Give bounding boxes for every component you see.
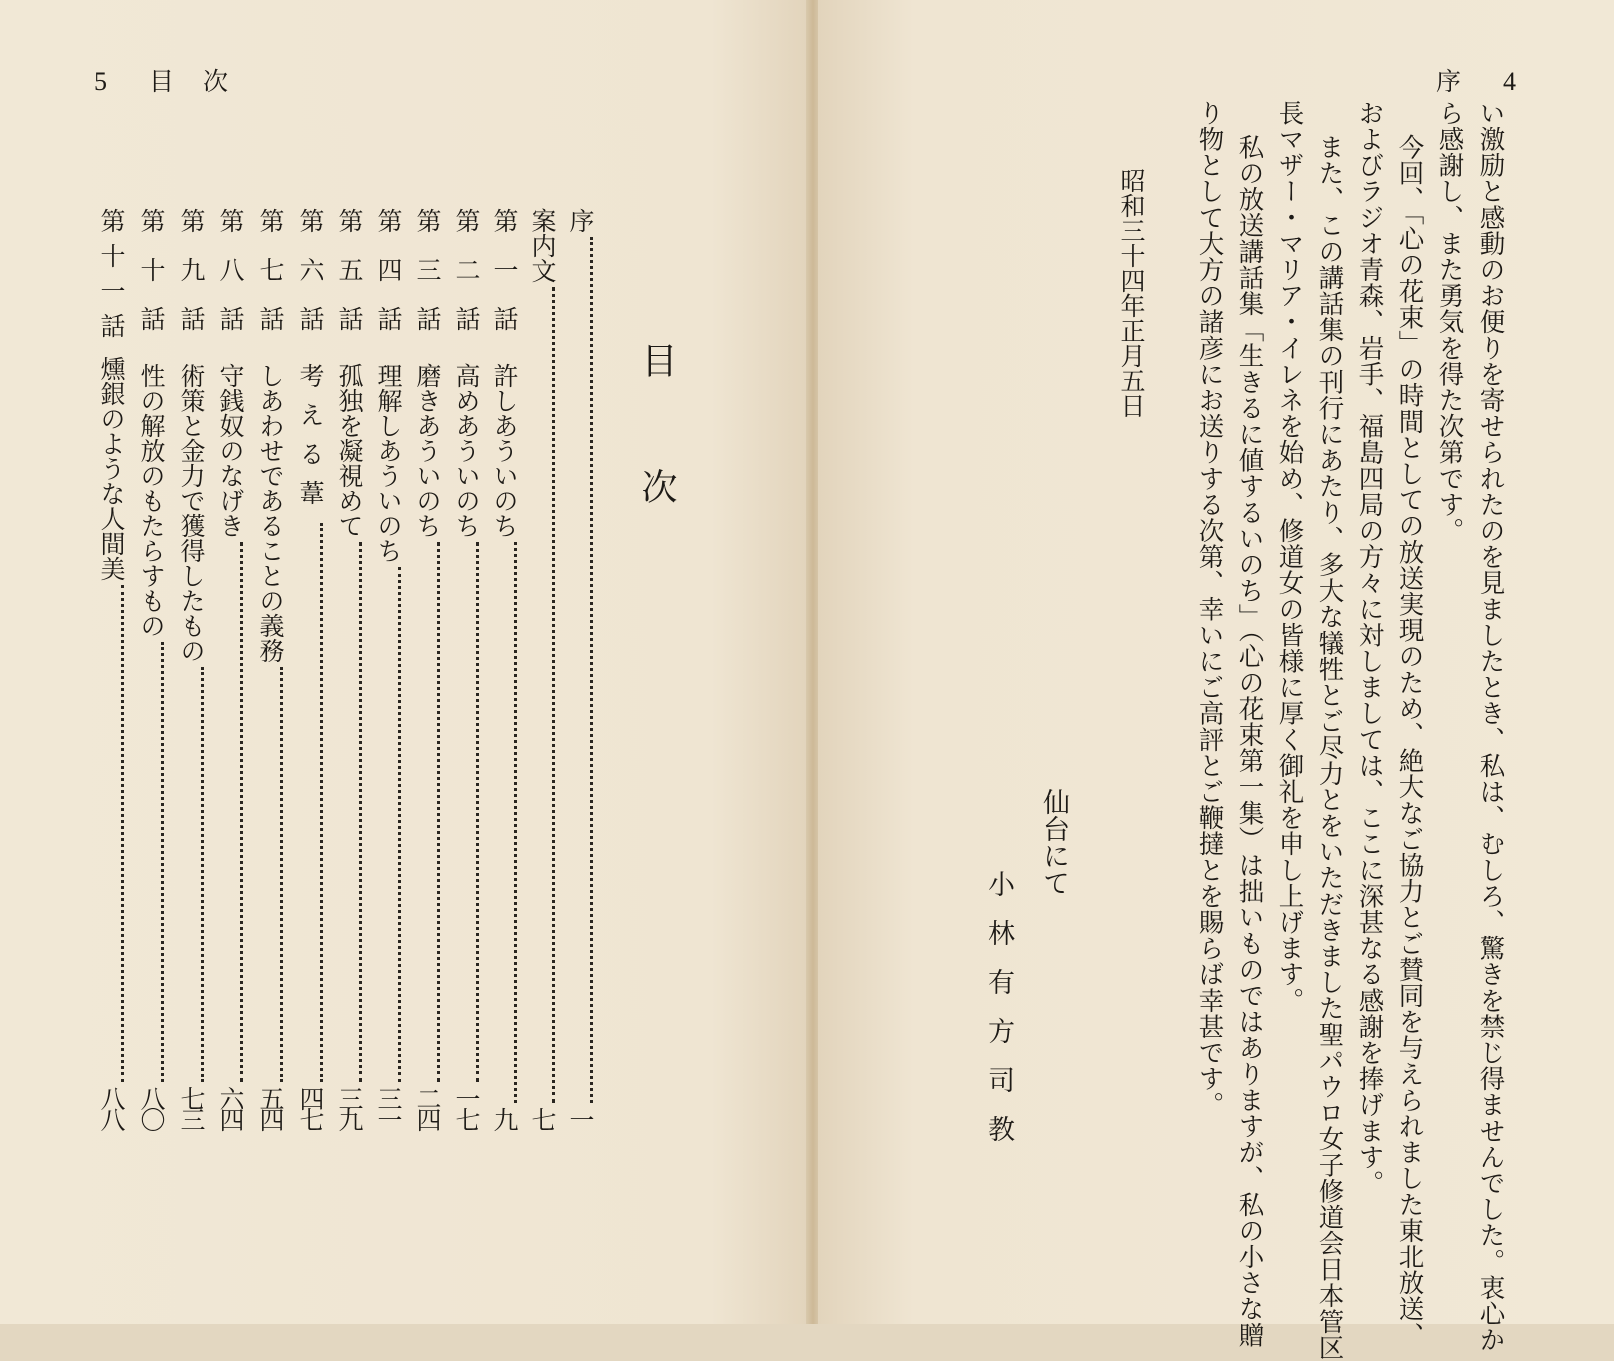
toc-title: 目次 bbox=[636, 342, 677, 594]
toc-entry-page: 三一 bbox=[374, 1086, 403, 1128]
toc-entry bbox=[337, 208, 362, 1128]
toc-entry-page: 一 bbox=[566, 1107, 595, 1128]
toc-entry-title: 燻銀のような人間美 bbox=[97, 356, 126, 581]
toc-leader-dots bbox=[359, 542, 362, 1082]
right-running-title: 序 bbox=[1436, 67, 1464, 96]
toc-entry-page: 四七 bbox=[296, 1086, 325, 1128]
toc-entry-number: 第三話 bbox=[413, 208, 442, 355]
right-page-number: 4 bbox=[1502, 67, 1518, 96]
toc-entry-title: 磨きあういのち bbox=[413, 363, 442, 538]
left-page-number: 5 bbox=[94, 67, 109, 96]
left-running-head bbox=[94, 62, 230, 98]
toc-entry bbox=[376, 208, 401, 1128]
toc-entry-title: 術策と金力で獲得したもの bbox=[177, 363, 206, 663]
toc-entry-page: 七 bbox=[528, 1107, 557, 1128]
toc-entry bbox=[454, 208, 479, 1128]
toc-leader-dots bbox=[437, 542, 440, 1082]
toc-leader-dots bbox=[476, 542, 479, 1082]
toc-entry-page: 七三 bbox=[177, 1086, 206, 1128]
toc-entry bbox=[530, 208, 555, 1128]
toc-leader-dots bbox=[320, 523, 323, 1082]
toc-entry bbox=[568, 208, 593, 1128]
toc-entry-number: 第五話 bbox=[335, 208, 364, 355]
preface-column: およびラジオ青森、岩手、福島四局の方々に対しましては、ここに深甚なる感謝を捧げます。 bbox=[1354, 100, 1385, 1197]
toc-entry-title: 許しあういのち bbox=[490, 363, 519, 538]
preface-column: ら感謝し、また勇気を得た次第です。 bbox=[1434, 100, 1465, 544]
toc-leader-dots bbox=[121, 585, 124, 1082]
toc-entry-page: 八〇 bbox=[137, 1086, 166, 1128]
toc-entry-number: 第六話 bbox=[296, 208, 325, 355]
toc-entry-page: 一七 bbox=[452, 1086, 481, 1128]
left-running-title: 目 次 bbox=[148, 67, 230, 96]
toc-entry-number: 案内文 bbox=[528, 208, 557, 283]
toc-entry-number: 第十一話 bbox=[97, 208, 126, 348]
toc-entry-page: 二四 bbox=[413, 1086, 442, 1128]
toc-entry-title: 考える葦 bbox=[296, 363, 325, 519]
toc-leader-dots bbox=[201, 667, 204, 1082]
preface-date: 昭和三十四年正月五日 bbox=[1117, 168, 1146, 418]
preface-column: また、この講話集の刊行にあたり、多大な犠牲とご尽力とをいただきました聖パウロ女子修道会日本管区 bbox=[1314, 134, 1345, 1361]
toc-entry-page: 九 bbox=[490, 1107, 519, 1128]
toc-entry bbox=[179, 208, 204, 1128]
toc-entry bbox=[415, 208, 440, 1128]
toc-entry-page: 八八 bbox=[97, 1086, 126, 1128]
toc-leader-dots bbox=[240, 542, 243, 1082]
toc-leader-dots bbox=[161, 642, 164, 1082]
toc-entry-number: 第四話 bbox=[374, 208, 403, 355]
toc-entry-number: 第一話 bbox=[490, 208, 519, 355]
toc-entry-title: 性の解放のもたらすもの bbox=[137, 363, 166, 638]
toc-entry-page: 三九 bbox=[335, 1086, 364, 1128]
toc-entry bbox=[99, 208, 124, 1128]
toc-entry-page: 五四 bbox=[256, 1086, 285, 1128]
toc-entry-number: 第九話 bbox=[177, 208, 206, 355]
preface-column: 今回、「心の花束」の時間としての放送実現のため、絶大なご協力とご賛同を与えられました東北放送、 bbox=[1394, 134, 1425, 1348]
preface-column: 長マザー・マリア・イレネを始め、修道女の皆様に厚く御礼を申し上げます。 bbox=[1274, 100, 1305, 1014]
toc-entry-title: しあわせであることの義務 bbox=[256, 363, 285, 663]
toc-entry-title: 高めあういのち bbox=[452, 363, 481, 538]
preface-signature: 小林有方司教 bbox=[983, 870, 1014, 1164]
toc-entry bbox=[139, 208, 164, 1128]
toc-entry-page: 六四 bbox=[216, 1086, 245, 1128]
toc-leader-dots bbox=[552, 287, 555, 1103]
toc-entry bbox=[298, 208, 323, 1128]
toc-entry-number: 第十話 bbox=[137, 208, 166, 355]
toc-entry-number: 第七話 bbox=[256, 208, 285, 355]
toc-leader-dots bbox=[280, 667, 283, 1082]
toc-entry-number: 第八話 bbox=[216, 208, 245, 355]
preface-column: い激励と感動のお便りを寄せられたのを見ましたとき、私は、むしろ、驚きを禁じ得ませんでした。衷心か bbox=[1475, 100, 1506, 1353]
toc-leader-dots bbox=[590, 237, 593, 1103]
toc-entry-title: 守銭奴のなげき bbox=[216, 363, 245, 538]
toc-leader-dots bbox=[514, 542, 517, 1103]
toc-leader-dots bbox=[398, 567, 401, 1082]
right-running-head bbox=[1436, 62, 1518, 98]
toc-entry-number: 第二話 bbox=[452, 208, 481, 355]
preface-column: り物として大方の諸彦にお送りする次第、幸いにご高評とご鞭撻とを賜らば幸甚です。 bbox=[1194, 100, 1225, 1118]
preface-place: 仙台にて bbox=[1038, 788, 1069, 896]
toc-entry bbox=[258, 208, 283, 1128]
toc-entry bbox=[218, 208, 243, 1128]
toc-entry-title: 孤独を凝視めて bbox=[335, 363, 364, 538]
preface-column: 私の放送講話集「生きるに値するいのち」（心の花束第一集）は拙いものではありますが、私の小さな贈 bbox=[1234, 134, 1265, 1348]
toc-entry bbox=[492, 208, 517, 1128]
toc-entry-title: 理解しあういのち bbox=[374, 363, 403, 563]
toc-entry-number: 序 bbox=[566, 208, 595, 233]
